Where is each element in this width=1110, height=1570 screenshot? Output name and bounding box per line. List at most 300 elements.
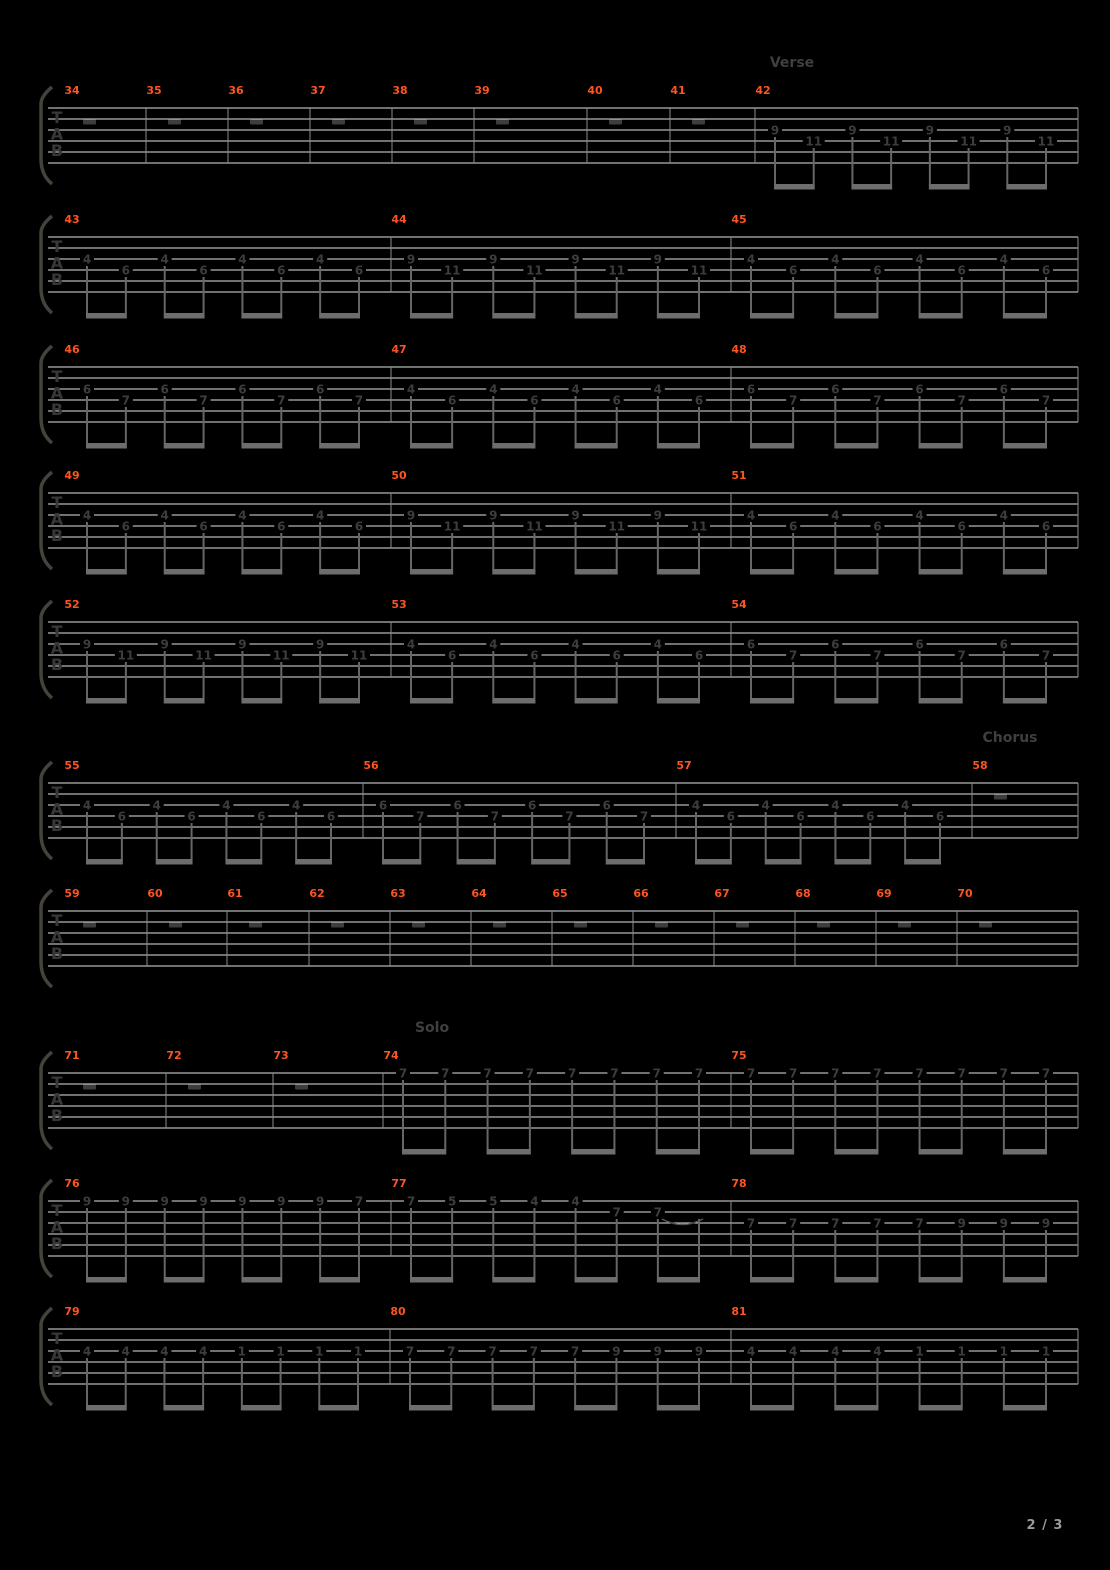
note-beam [402, 1149, 446, 1155]
fret-number: 11 [272, 648, 290, 663]
measure-number: 42 [755, 84, 771, 97]
rest-icon [249, 923, 262, 928]
note-beam [834, 443, 878, 449]
note-beam [1003, 443, 1047, 449]
fret-number: 9 [277, 1194, 286, 1209]
tab-clef-letter: T [51, 237, 63, 256]
fret-number: 7 [788, 1066, 798, 1081]
fret-number: 7 [441, 1066, 450, 1081]
measure-number: 73 [273, 1049, 289, 1062]
fret-number: 9 [160, 637, 169, 652]
note-beam [319, 698, 360, 704]
measure-number: 51 [731, 469, 747, 482]
measure-number: 55 [64, 759, 80, 772]
fret-number: 7 [1041, 1066, 1051, 1081]
note-beam [492, 313, 535, 319]
fret-number: 6 [121, 519, 131, 534]
fret-number: 6 [378, 798, 388, 813]
note-beam [318, 1405, 359, 1411]
note-beam [319, 443, 360, 449]
note-beam [1003, 1405, 1047, 1411]
rest-icon [169, 923, 182, 928]
fret-number: 9 [489, 508, 498, 523]
tab-clef-letter: B [50, 400, 64, 419]
note-beam [695, 859, 732, 865]
fret-number: 6 [873, 519, 882, 534]
note-beam [750, 1277, 794, 1283]
fret-number: 9 [957, 1216, 966, 1231]
fret-number: 6 [277, 519, 286, 534]
fret-number: 11 [443, 263, 461, 278]
fret-number: 7 [567, 1066, 577, 1081]
fret-number: 11 [195, 648, 212, 663]
fret-number: 6 [238, 382, 247, 397]
note-beam [750, 443, 794, 449]
fret-number: 11 [960, 134, 977, 149]
measure-number: 35 [146, 84, 162, 97]
measure-number: 41 [670, 84, 686, 97]
fret-number: 4 [406, 637, 416, 652]
measure-number: 62 [309, 887, 325, 900]
note-beam [164, 698, 205, 704]
note-beam [410, 698, 453, 704]
tab-clef-letter: A [50, 509, 64, 529]
fret-number: 4 [82, 252, 92, 267]
note-beam [410, 1277, 453, 1283]
fret-number: 9 [238, 1194, 247, 1209]
tab-clef-letter: B [50, 655, 64, 674]
note-beam [1003, 1149, 1047, 1155]
tab-clef-letter: A [50, 638, 64, 658]
fret-number: 6 [746, 382, 756, 397]
fret-number: 7 [915, 1066, 924, 1081]
fret-number: 11 [526, 519, 543, 534]
rest-icon [574, 923, 587, 928]
fret-number: 9 [653, 1344, 662, 1359]
fret-number: 6 [957, 519, 966, 534]
fret-number: 7 [483, 1066, 492, 1081]
rest-icon [979, 923, 992, 928]
note-beam [1003, 698, 1047, 704]
rest-icon [188, 1085, 201, 1090]
note-beam [750, 1405, 794, 1411]
fret-number: 6 [788, 263, 798, 278]
note-beam [1003, 569, 1047, 575]
note-beam [606, 859, 645, 865]
fret-number: 7 [653, 1205, 663, 1220]
fret-number: 7 [746, 1216, 756, 1231]
section-label: Solo [414, 1020, 450, 1036]
fret-number: 6 [277, 263, 286, 278]
note-beam [531, 859, 570, 865]
note-beam [164, 313, 205, 319]
fret-number: 4 [82, 1344, 92, 1359]
note-beam [164, 569, 205, 575]
fret-number: 11 [608, 519, 626, 534]
note-beam [834, 1149, 878, 1155]
fret-number: 4 [999, 508, 1009, 523]
measure-number: 52 [64, 598, 80, 611]
fret-number: 11 [1037, 134, 1055, 149]
fret-number: 11 [526, 263, 543, 278]
rest-icon [168, 120, 181, 125]
note-beam [929, 184, 970, 190]
fret-number: 6 [527, 798, 537, 813]
fret-number: 6 [915, 382, 924, 397]
fret-number: 6 [612, 393, 621, 408]
fret-number: 4 [571, 382, 580, 397]
measure-number: 43 [64, 213, 80, 226]
fret-number: 4 [653, 382, 663, 397]
fret-number: 9 [315, 1194, 325, 1209]
measure-number: 63 [390, 887, 406, 900]
note-beam [765, 859, 802, 865]
page-indicator: 2 / 3 [1026, 1518, 1064, 1533]
fret-number: 6 [1041, 263, 1051, 278]
fret-number: 7 [405, 1344, 415, 1359]
fret-number: 6 [160, 382, 169, 397]
fret-number: 7 [398, 1066, 408, 1081]
fret-number: 9 [406, 508, 416, 523]
fret-number: 4 [571, 637, 580, 652]
note-beam [657, 569, 700, 575]
section-label: Verse [769, 55, 815, 71]
fret-number: 4 [198, 1344, 208, 1359]
measure-number: 48 [731, 343, 747, 356]
fret-number: 4 [873, 1344, 882, 1359]
fret-number: 4 [831, 1344, 840, 1359]
fret-number: 7 [1041, 648, 1051, 663]
note-beam [319, 313, 360, 319]
fret-number: 9 [999, 1216, 1009, 1231]
fret-number: 11 [443, 519, 461, 534]
fret-number: 6 [915, 637, 924, 652]
note-beam [575, 313, 618, 319]
tab-clef-letter: T [51, 1201, 63, 1220]
measure-number: 79 [64, 1305, 80, 1318]
fret-number: 6 [746, 637, 756, 652]
tab-clef-letter: B [50, 1106, 64, 1125]
measure-number: 38 [392, 84, 408, 97]
note-beam [492, 1277, 535, 1283]
fret-number: 9 [82, 637, 92, 652]
fret-number: 6 [530, 393, 539, 408]
rest-icon [414, 120, 427, 125]
note-beam [657, 698, 700, 704]
fret-number: 7 [529, 1344, 539, 1359]
note-beam [86, 443, 127, 449]
fret-number: 7 [199, 393, 208, 408]
fret-number: 7 [915, 1216, 924, 1231]
fret-number: 4 [746, 1344, 756, 1359]
fret-number: 9 [406, 252, 416, 267]
rest-icon [83, 1085, 96, 1090]
measure-number: 56 [363, 759, 379, 772]
section-label: Chorus [982, 730, 1038, 746]
measure-number: 59 [64, 887, 80, 900]
tab-clef-letter: A [50, 799, 64, 819]
tab-clef-letter: A [50, 1345, 64, 1365]
fret-number: 7 [957, 393, 966, 408]
fret-number: 9 [571, 508, 580, 523]
fret-number: 7 [612, 1205, 621, 1220]
note-beam [86, 859, 123, 865]
measure-number: 69 [876, 887, 892, 900]
fret-number: 6 [873, 263, 882, 278]
measure-number: 44 [391, 213, 407, 226]
fret-number: 1 [1041, 1344, 1051, 1359]
fret-number: 9 [121, 1194, 131, 1209]
fret-number: 6 [121, 263, 131, 278]
note-beam [156, 859, 193, 865]
fret-number: 7 [565, 809, 574, 824]
fret-number: 4 [761, 798, 770, 813]
note-beam [575, 569, 618, 575]
note-beam [319, 1277, 360, 1283]
fret-number: 9 [82, 1194, 92, 1209]
measure-number: 70 [957, 887, 973, 900]
note-beam [241, 1277, 282, 1283]
note-beam [295, 859, 332, 865]
fret-number: 7 [999, 1066, 1009, 1081]
fret-number: 9 [571, 252, 580, 267]
fret-number: 7 [525, 1066, 535, 1081]
fret-number: 9 [612, 1344, 621, 1359]
fret-number: 7 [447, 1344, 456, 1359]
fret-number: 4 [222, 798, 231, 813]
fret-number: 4 [691, 798, 701, 813]
fret-number: 6 [326, 809, 336, 824]
fret-number: 7 [354, 1194, 364, 1209]
measure-number: 40 [587, 84, 603, 97]
measure-number: 67 [714, 887, 730, 900]
fret-number: 7 [694, 1066, 704, 1081]
note-beam [492, 443, 535, 449]
note-beam [86, 313, 127, 319]
fret-number: 6 [796, 809, 805, 824]
fret-number: 6 [199, 519, 208, 534]
fret-number: 9 [489, 252, 498, 267]
fret-number: 11 [608, 263, 626, 278]
rest-icon [609, 120, 622, 125]
rest-icon [83, 923, 96, 928]
fret-number: 1 [999, 1344, 1009, 1359]
measure-number: 71 [64, 1049, 80, 1062]
fret-number: 4 [571, 1194, 580, 1209]
rest-icon [295, 1085, 308, 1090]
fret-number: 1 [315, 1344, 324, 1359]
rest-icon [898, 923, 911, 928]
measure-number: 39 [474, 84, 490, 97]
fret-number: 7 [570, 1344, 580, 1359]
measure-number: 66 [633, 887, 649, 900]
fret-number: 4 [746, 252, 756, 267]
note-beam [241, 443, 282, 449]
fret-number: 7 [490, 809, 500, 824]
note-beam [657, 443, 700, 449]
fret-number: 4 [82, 798, 92, 813]
note-beam [410, 443, 453, 449]
tab-clef-letter: T [51, 911, 63, 930]
fret-number: 1 [276, 1344, 285, 1359]
fret-number: 6 [187, 809, 196, 824]
note-beam [919, 698, 963, 704]
fret-number: 4 [653, 637, 663, 652]
fret-number: 4 [831, 252, 840, 267]
rest-icon [817, 923, 830, 928]
fret-number: 6 [82, 382, 92, 397]
measure-number: 54 [731, 598, 747, 611]
fret-number: 4 [160, 252, 169, 267]
fret-number: 11 [117, 648, 135, 663]
note-beam [919, 313, 963, 319]
tab-clef-letter: T [51, 367, 63, 386]
note-beam [409, 1405, 452, 1411]
fret-number: 7 [488, 1344, 497, 1359]
measure-number: 72 [166, 1049, 182, 1062]
note-beam [163, 1405, 204, 1411]
tab-clef-letter: T [51, 783, 63, 802]
fret-number: 6 [257, 809, 266, 824]
note-beam [86, 569, 127, 575]
fret-number: 4 [315, 508, 325, 523]
measure-number: 65 [552, 887, 568, 900]
tab-clef-letter: T [51, 108, 63, 127]
fret-number: 7 [406, 1194, 416, 1209]
measure-number: 50 [391, 469, 407, 482]
rest-icon [332, 120, 345, 125]
rest-icon [331, 923, 344, 928]
tab-clef-letter: B [50, 944, 64, 963]
tab-clef-letter: B [50, 141, 64, 160]
fret-number: 4 [82, 508, 92, 523]
fret-number: 4 [746, 508, 756, 523]
measure-number: 53 [391, 598, 407, 611]
note-beam [225, 859, 262, 865]
fret-number: 6 [199, 263, 208, 278]
note-beam [834, 1277, 878, 1283]
fret-number: 6 [117, 809, 127, 824]
note-beam [774, 184, 815, 190]
fret-number: 6 [694, 393, 704, 408]
note-beam [904, 859, 941, 865]
note-beam [487, 1149, 531, 1155]
measure-number: 57 [676, 759, 692, 772]
note-beam [164, 1277, 205, 1283]
fret-number: 4 [915, 508, 924, 523]
fret-number: 5 [489, 1194, 498, 1209]
fret-number: 4 [238, 508, 247, 523]
note-beam [834, 698, 878, 704]
measure-number: 61 [227, 887, 243, 900]
rest-icon [994, 795, 1007, 800]
measure-number: 37 [310, 84, 326, 97]
note-beam [410, 313, 453, 319]
fret-number: 1 [915, 1344, 924, 1359]
measure-number: 78 [731, 1177, 747, 1190]
rest-icon [493, 923, 506, 928]
note-beam [834, 859, 871, 865]
tab-clef-letter: B [50, 1362, 64, 1381]
note-beam [919, 569, 963, 575]
measure-number: 45 [731, 213, 747, 226]
fret-number: 6 [602, 798, 611, 813]
tab-clef-letter: B [50, 270, 64, 289]
fret-number: 6 [453, 798, 462, 813]
note-beam [319, 569, 360, 575]
tab-clef-letter: B [50, 816, 64, 835]
tab-clef-letter: B [50, 1234, 64, 1253]
note-beam [382, 859, 421, 865]
fret-number: 4 [160, 508, 169, 523]
rest-icon [655, 923, 668, 928]
fret-number: 6 [354, 263, 364, 278]
fret-number: 1 [353, 1344, 363, 1359]
fret-number: 4 [406, 382, 416, 397]
tab-clef-letter: T [51, 1329, 63, 1348]
note-beam [164, 443, 205, 449]
rest-icon [83, 120, 96, 125]
fret-number: 7 [610, 1066, 619, 1081]
note-beam [750, 698, 794, 704]
fret-number: 6 [315, 382, 325, 397]
fret-number: 9 [770, 123, 780, 138]
fret-number: 7 [788, 1216, 798, 1231]
fret-number: 7 [873, 1066, 882, 1081]
note-beam [834, 1405, 878, 1411]
note-beam [657, 313, 700, 319]
fret-number: 4 [831, 798, 840, 813]
note-beam [834, 313, 878, 319]
fret-number: 9 [1041, 1216, 1051, 1231]
note-beam [834, 569, 878, 575]
note-beam [750, 1149, 794, 1155]
fret-number: 7 [957, 1066, 966, 1081]
tab-clef-letter: A [50, 383, 64, 403]
note-beam [1003, 1277, 1047, 1283]
tab-clef-letter: T [51, 1073, 63, 1092]
note-beam [86, 1405, 127, 1411]
fret-number: 7 [873, 648, 882, 663]
fret-number: 6 [831, 382, 840, 397]
fret-number: 7 [831, 1216, 840, 1231]
fret-number: 7 [831, 1066, 840, 1081]
fret-number: 6 [866, 809, 875, 824]
fret-number: 4 [121, 1344, 130, 1359]
fret-number: 4 [291, 798, 301, 813]
fret-number: 7 [788, 393, 798, 408]
fret-number: 11 [350, 648, 368, 663]
note-beam [1003, 313, 1047, 319]
measure-number: 74 [383, 1049, 399, 1062]
fret-number: 4 [489, 382, 498, 397]
note-beam [919, 443, 963, 449]
note-beam [241, 569, 282, 575]
tab-clef-letter: B [50, 526, 64, 545]
fret-number: 4 [530, 1194, 539, 1209]
fret-number: 6 [831, 637, 840, 652]
fret-number: 4 [489, 637, 498, 652]
rest-icon [496, 120, 509, 125]
tab-clef-letter: A [50, 124, 64, 144]
fret-number: 9 [315, 637, 325, 652]
fret-number: 6 [447, 393, 457, 408]
note-beam [1006, 184, 1047, 190]
note-beam [657, 1277, 700, 1283]
rest-icon [692, 120, 705, 125]
fret-number: 4 [999, 252, 1009, 267]
measure-number: 81 [731, 1305, 747, 1318]
